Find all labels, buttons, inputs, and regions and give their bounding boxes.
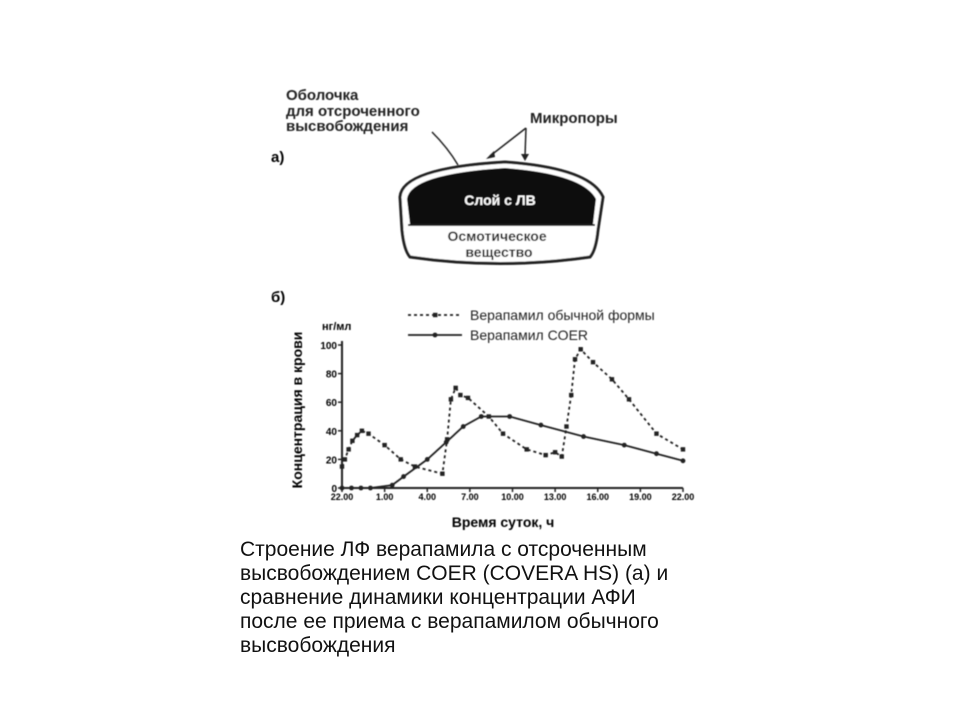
series-2-point [479,414,484,419]
shell-label-line-1: Оболочка [286,87,359,104]
legend-label-2: Верапамил COER [470,327,589,343]
series-line-1 [342,349,683,473]
series-2-point [461,424,466,429]
series-1-point [525,447,529,451]
caption-line-5: высвобождения [240,634,396,657]
x-tick-label: 10.00 [501,492,524,502]
series-1-point [569,393,573,397]
x-tick-label: 13.00 [543,492,567,502]
series-2-point [581,434,586,439]
x-tick-label: 4.00 [418,492,437,502]
series-2-point [368,486,373,491]
caption-line-3: сравнение динамики концентрации АФИ [240,586,636,609]
series-1-point [346,447,350,451]
chart-axes [320,341,694,502]
series-1-point [560,454,564,458]
micropore-leader-line-1 [490,128,526,156]
x-tick-label: 22.00 [671,492,695,502]
series-1-point [440,472,444,476]
series-1-point [340,464,344,468]
shell-label-line-3: высвобождения [286,118,409,135]
caption-line-1: Строение ЛФ верапамила с отсроченным [240,538,647,561]
series-1-point [573,357,577,361]
series-1-point [449,397,453,401]
series-2-point [401,474,406,479]
panel-a [271,87,618,264]
series-1-point [453,386,457,390]
legend-marker-2 [433,333,438,338]
shell-label [286,87,424,135]
x-tick-label: 7.00 [461,492,479,502]
series-1-point [350,439,354,443]
series-1-point [591,360,595,364]
series-1-point [360,429,364,433]
series-2-point [539,423,544,428]
series-1-point [382,443,386,447]
series-2-point [390,483,395,488]
osmotic-label-line-2: вещество [465,244,533,260]
shell-leader-line [432,132,458,165]
legend-marker-1 [433,313,437,317]
x-axis-title: Время суток, ч [451,514,555,530]
y-tick-label: 80 [325,369,337,381]
series-2-point [507,414,512,419]
series-1-point [553,450,557,454]
series-2-point [349,486,354,491]
y-tick-label: 40 [325,426,337,438]
drug-layer-label: Слой с ЛВ [464,192,536,208]
series-1-point [355,433,359,437]
osmotic-label-line-1: Осмотическое [447,228,547,244]
series-2-point [425,457,430,462]
series-1-point [466,396,470,400]
micropore-leader-line-2 [525,128,526,156]
caption-line-2: высвобождением COER (COVERA HS) (а) и [240,562,669,585]
x-tick-label: 1.00 [375,492,394,502]
series-1-point [579,347,583,351]
y-tick-label: 100 [320,341,337,352]
series-2-point [622,443,627,448]
micropore-arrowhead-1 [486,151,495,159]
panel-b-label: б) [271,289,286,306]
y-axis-unit: нг/мл [322,321,352,333]
y-tick-label: 60 [325,398,337,410]
panel-a-label: а) [271,149,285,166]
legend-label-1: Верапамил обычной формы [470,307,655,323]
series-1-point [610,377,614,381]
micropore-arrowhead-2 [521,154,529,161]
series-1-point [564,424,568,428]
series-2-point [340,486,345,491]
x-tick-label: 22.00 [330,492,354,502]
series-1-point [681,447,685,451]
series-2-point [359,486,364,491]
y-axis-title: Концентрация в крови [289,331,305,489]
series-1-point [654,431,658,435]
panel-b [271,289,694,530]
series-2-point [654,451,659,456]
chart-legend [408,307,655,343]
series-1-point [627,397,631,401]
series-2-point [444,440,449,445]
series-2-point [681,458,686,463]
y-tick-label: 20 [325,455,337,467]
series-1-point [343,457,347,461]
shell-label-line-2: для отсроченного [286,103,420,120]
series-1-point [501,431,505,435]
series-1-point [366,431,370,435]
x-tick-label: 16.00 [586,492,610,502]
series-1-point [543,453,547,457]
series-1-point [458,393,462,397]
caption-line-4: после ее приема с верапамилом обычного [240,610,659,633]
micropores-label: Микропоры [530,110,618,127]
series-1-point [399,457,403,461]
x-tick-label: 19.00 [629,492,652,502]
chart-series [340,347,686,490]
figure-caption [240,538,800,658]
y-tick-label: 0 [331,484,337,495]
